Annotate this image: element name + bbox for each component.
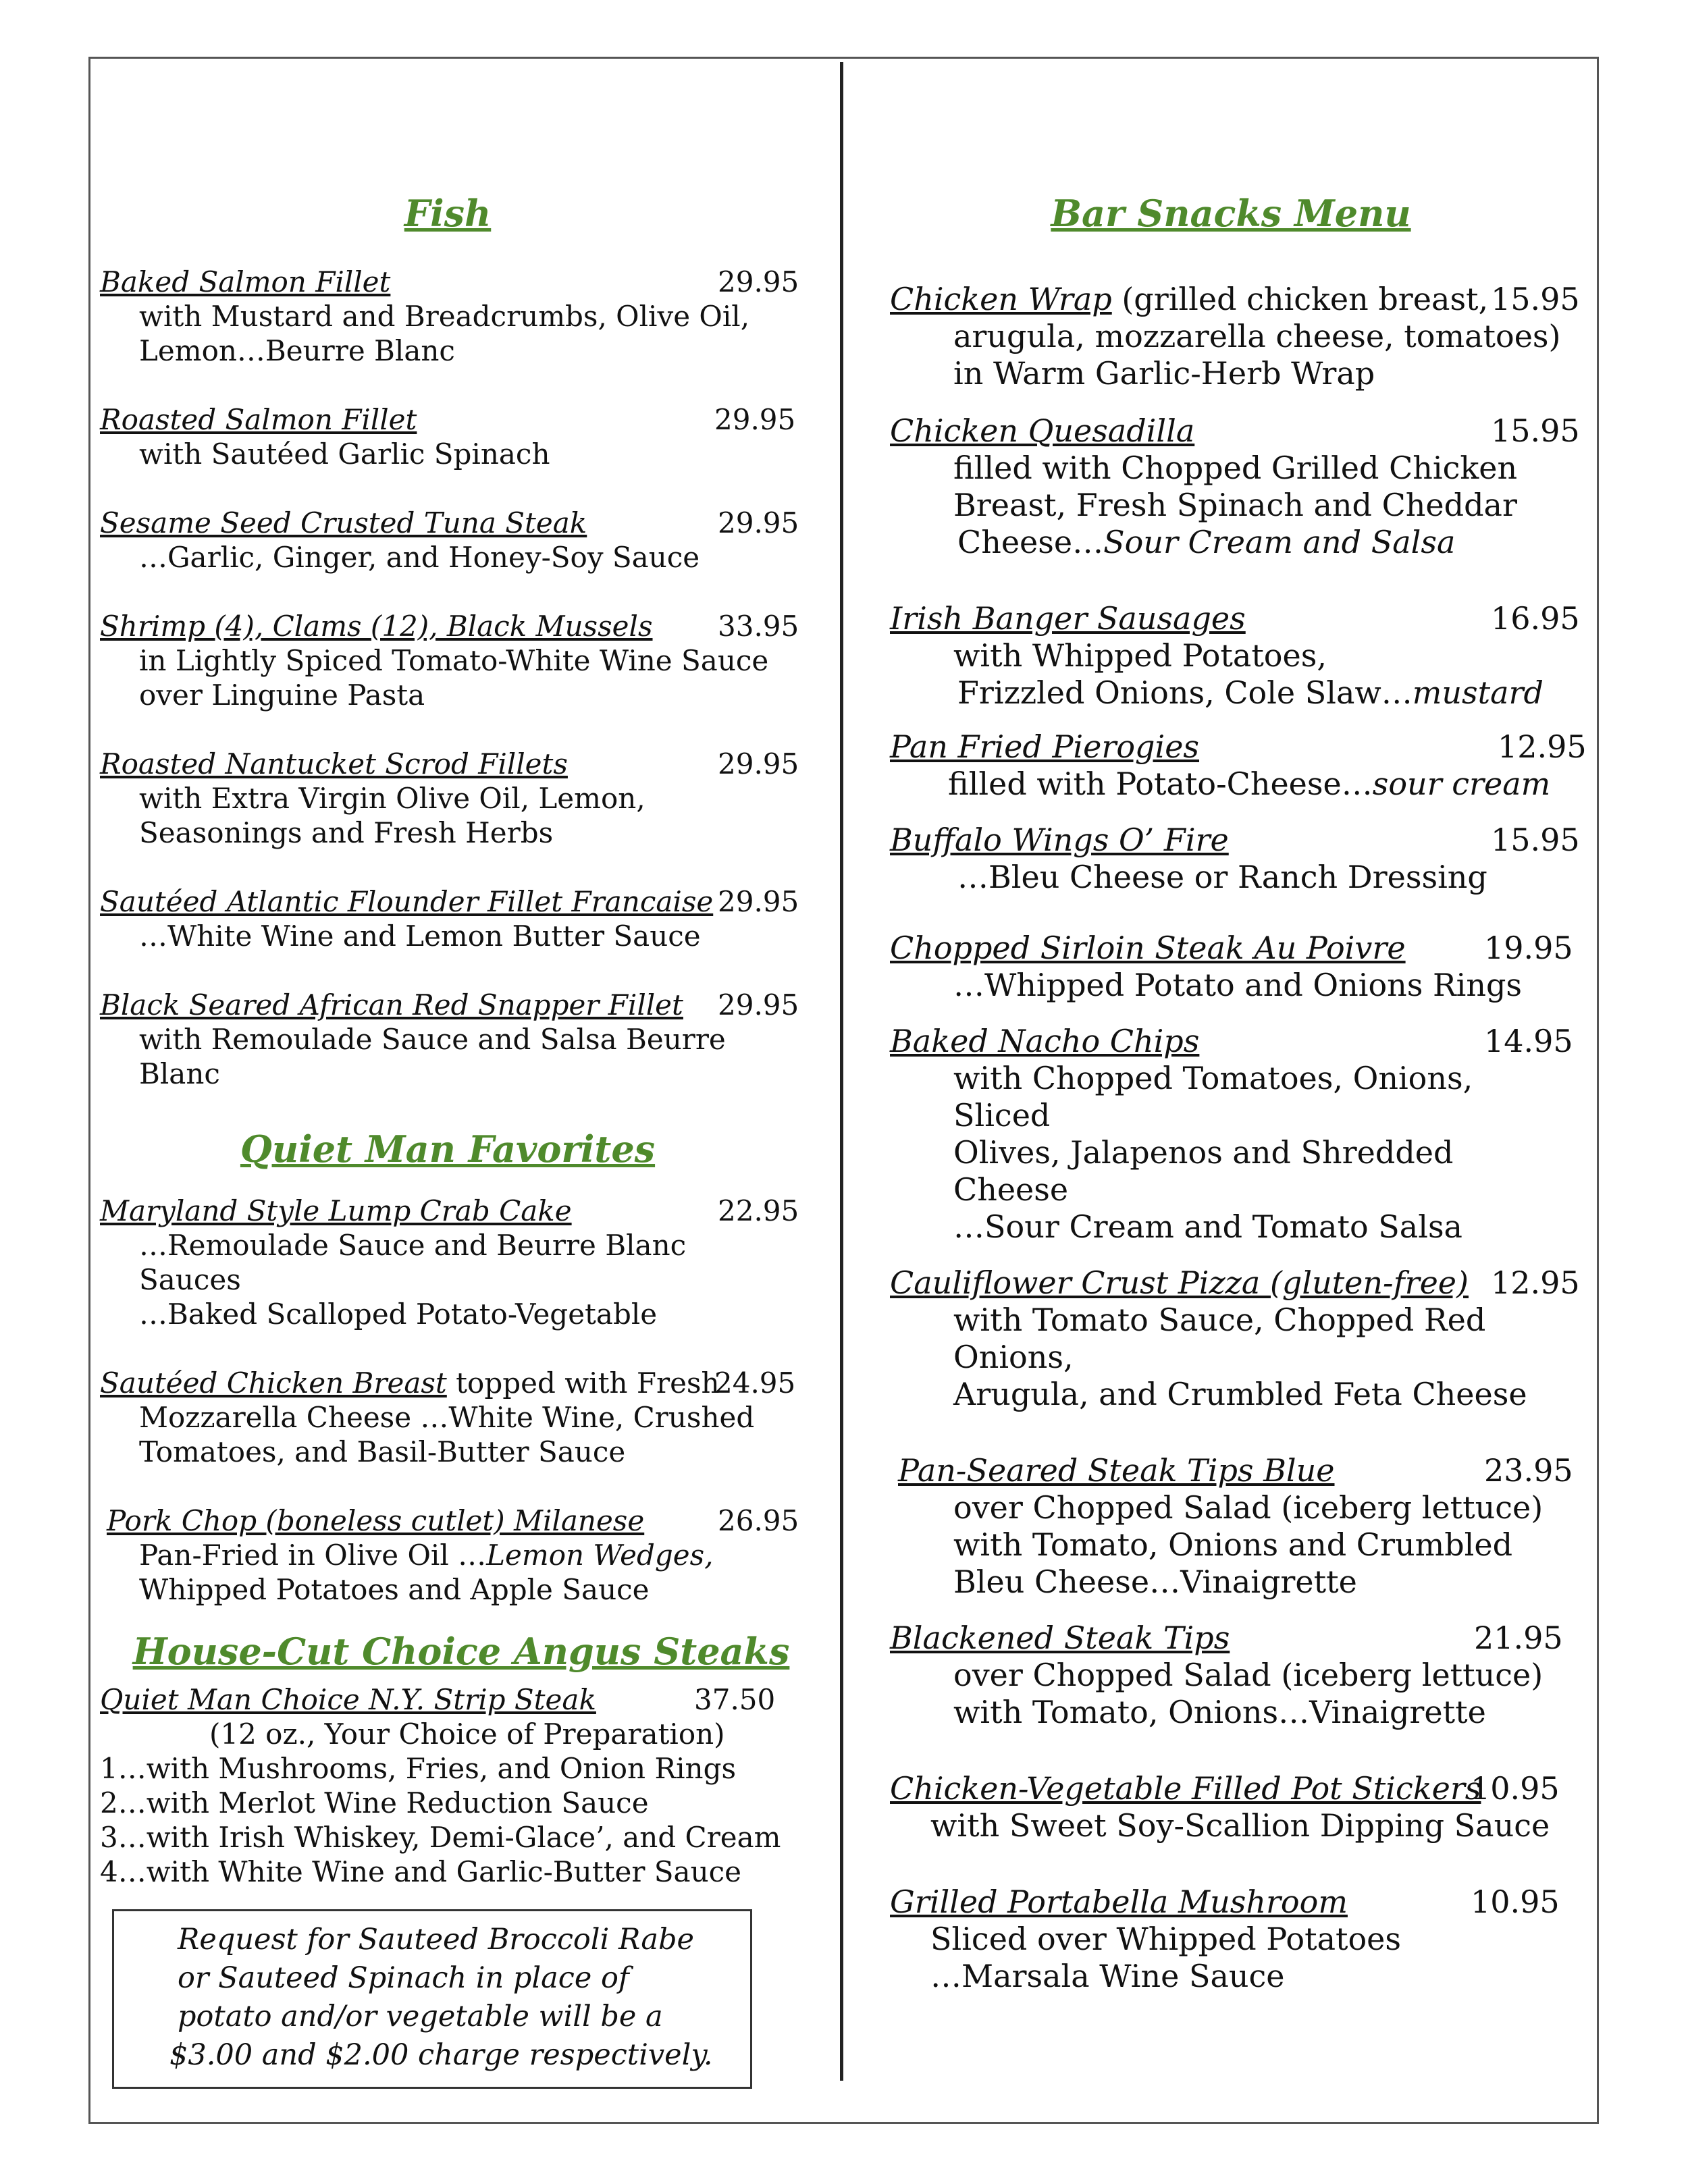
- item-name: Buffalo Wings O’ Fire: [890, 822, 1229, 858]
- note-line: $3.00 and $2.00 charge respectively.: [169, 2038, 713, 2072]
- item-desc: Sliced over Whipped Potatoes: [930, 1921, 1402, 1957]
- menu-item: [890, 281, 1580, 392]
- item-desc: Tomatoes, and Basil-Butter Sauce: [139, 1435, 626, 1468]
- menu-item: [100, 884, 799, 953]
- item-name: Maryland Style Lump Crab Cake: [100, 1194, 572, 1227]
- item-name: Irish Banger Sausages: [890, 600, 1246, 637]
- item-name: Pork Chop (boneless cutlet) Milanese: [107, 1504, 645, 1537]
- item-desc: with Extra Virgin Olive Oil, Lemon,: [139, 782, 645, 815]
- item-name: Cauliflower Crust Pizza (gluten-free): [890, 1264, 1469, 1301]
- menu-item: [100, 402, 795, 471]
- item-desc: in Warm Garlic-Herb Wrap: [953, 355, 1375, 392]
- menu-item: [100, 506, 799, 575]
- note-line: or Sauteed Spinach in place of: [178, 1961, 629, 1995]
- item-name: Pan-Seared Steak Tips Blue: [898, 1452, 1335, 1489]
- menu-item: [100, 1503, 799, 1607]
- item-name: Chicken Quesadilla: [890, 412, 1195, 449]
- bar-snacks-heading: Bar Snacks Menu: [1051, 192, 1411, 235]
- item-name: Chicken Wrap: [890, 281, 1112, 317]
- item-price: 10.95: [1471, 1884, 1560, 1920]
- column-divider: [840, 62, 843, 2081]
- item-name: Chicken-Vegetable Filled Pot Stickers: [890, 1770, 1481, 1807]
- item-desc: with Tomato, Onions…Vinaigrette: [953, 1694, 1486, 1730]
- item-desc: over Linguine Pasta: [139, 678, 425, 712]
- item-name: Roasted Salmon Fillet: [100, 403, 417, 436]
- item-price: 23.95: [1484, 1452, 1573, 1489]
- item-name: Black Seared African Red Snapper Fillet: [100, 988, 683, 1021]
- item-price: 22.95: [718, 1194, 799, 1227]
- item-desc: …Sour Cream and Tomato Salsa: [953, 1208, 1462, 1245]
- menu-item: [100, 747, 799, 850]
- item-desc-italic: Lemon Wedges,: [486, 1539, 714, 1572]
- item-desc-italic: sour cream: [1372, 766, 1551, 802]
- item-desc: …Bleu Cheese or Ranch Dressing: [957, 859, 1487, 895]
- menu-item: [890, 600, 1580, 712]
- item-desc: Breast, Fresh Spinach and Cheddar: [953, 487, 1517, 523]
- item-name: Grilled Portabella Mushroom: [890, 1884, 1348, 1920]
- item-desc-italic: mustard: [1412, 674, 1544, 711]
- item-desc: Bleu Cheese…Vinaigrette: [953, 1564, 1357, 1600]
- item-desc: [890, 766, 1572, 803]
- item-desc-italic: Sour Cream and Salsa: [1103, 524, 1456, 560]
- item-desc: over Chopped Salad (iceberg lettuce): [953, 1657, 1544, 1693]
- fish-heading: Fish: [404, 192, 492, 235]
- item-desc: with Tomato Sauce, Chopped Red Onions,: [953, 1302, 1486, 1375]
- menu-item: [100, 1366, 795, 1469]
- item-price: 14.95: [1484, 1023, 1573, 1059]
- item-price: 21.95: [1474, 1620, 1563, 1656]
- item-desc: with Sautéed Garlic Spinach: [139, 437, 550, 471]
- item-desc: Whipped Potatoes and Apple Sauce: [139, 1573, 650, 1606]
- menu-item: [100, 609, 799, 712]
- menu-item: [100, 988, 799, 1091]
- item-name: Baked Nacho Chips: [890, 1023, 1200, 1059]
- item-desc: …Remoulade Sauce and Beurre Blanc Sauces: [139, 1229, 687, 1296]
- steak-option: 4…with White Wine and Garlic-Butter Sauce: [100, 1855, 742, 1888]
- item-name: Pan Fried Pierogies: [890, 728, 1200, 765]
- note-line: potato and/or vegetable will be a: [178, 2000, 663, 2033]
- item-desc: [890, 674, 1572, 712]
- item-name: Shrimp (4), Clams (12), Black Mussels: [100, 610, 653, 643]
- item-desc: with Remoulade Sauce and Salsa Beurre Blanc: [139, 1023, 726, 1090]
- menu-item: [890, 1884, 1572, 1995]
- item-desc: …White Wine and Lemon Butter Sauce: [139, 920, 701, 953]
- item-name: Chopped Sirloin Steak Au Poivre: [890, 930, 1406, 966]
- menu-item: [890, 1620, 1572, 1731]
- menu-item: [100, 1682, 795, 1889]
- item-desc-text: filled with Potato-Cheese…: [948, 766, 1373, 802]
- item-price: 15.95: [1491, 822, 1580, 858]
- item-price: 37.50: [694, 1683, 776, 1716]
- item-subtitle: (12 oz., Your Choice of Preparation): [209, 1717, 725, 1751]
- menu-item: [890, 822, 1580, 896]
- note-line: Request for Sauteed Broccoli Rabe: [178, 1923, 694, 1956]
- item-price: 15.95: [1491, 281, 1580, 317]
- item-desc: Lemon…Beurre Blanc: [139, 334, 455, 367]
- menu-item: [890, 728, 1587, 803]
- item-desc: filled with Chopped Grilled Chicken: [953, 450, 1518, 486]
- item-desc: Olives, Jalapenos and Shredded Cheese: [953, 1134, 1454, 1208]
- item-price: 29.95: [718, 506, 799, 539]
- item-price: 29.95: [714, 403, 796, 436]
- item-price: 19.95: [1484, 930, 1573, 966]
- item-name: Baked Salmon Fillet: [100, 265, 391, 298]
- item-desc: …Whipped Potato and Onions Rings: [953, 967, 1523, 1003]
- item-desc: …Baked Scalloped Potato-Vegetable: [139, 1298, 658, 1331]
- menu-item: [890, 412, 1580, 561]
- item-price: 16.95: [1491, 600, 1580, 637]
- right-column: [890, 189, 1587, 1995]
- menu-item: [890, 1264, 1580, 1413]
- item-name: Sautéed Atlantic Flounder Fillet Francaise: [100, 885, 714, 918]
- item-desc: …Marsala Wine Sauce: [930, 1958, 1285, 1994]
- item-desc: with Tomato, Onions and Crumbled: [953, 1526, 1513, 1563]
- steak-option: 2…with Merlot Wine Reduction Sauce: [100, 1786, 649, 1819]
- item-name: Roasted Nantucket Scrod Fillets: [100, 747, 568, 780]
- item-desc: …Garlic, Ginger, and Honey-Soy Sauce: [139, 541, 700, 574]
- steaks-heading: House-Cut Choice Angus Steaks: [132, 1630, 790, 1673]
- steak-option: 1…with Mushrooms, Fries, and Onion Rings: [100, 1752, 737, 1785]
- item-price: 26.95: [718, 1504, 799, 1537]
- item-price: 29.95: [718, 265, 799, 298]
- menu-item: [890, 1770, 1572, 1844]
- item-desc: with Mustard and Breadcrumbs, Olive Oil,: [139, 300, 750, 333]
- item-price: 12.95: [1491, 1264, 1580, 1301]
- item-name-suffix: (grilled chicken breast,: [1111, 281, 1489, 317]
- item-price: 33.95: [718, 610, 799, 643]
- menu-item: [100, 265, 799, 368]
- item-price: 24.95: [714, 1366, 796, 1400]
- item-desc: [100, 1538, 795, 1572]
- item-desc: with Whipped Potatoes,: [953, 637, 1327, 674]
- menu-item: [100, 1194, 799, 1331]
- item-name: Blackened Steak Tips: [890, 1620, 1230, 1656]
- item-desc: Seasonings and Fresh Herbs: [139, 816, 554, 849]
- item-desc: arugula, mozzarella cheese, tomatoes): [953, 318, 1561, 354]
- item-price: 15.95: [1491, 412, 1580, 449]
- steak-option: 3…with Irish Whiskey, Demi-Glace’, and Cream: [100, 1821, 781, 1854]
- menu-item: [890, 1452, 1572, 1601]
- item-price: 12.95: [1498, 728, 1587, 765]
- item-price: 10.95: [1471, 1770, 1560, 1807]
- item-price: 29.95: [718, 988, 799, 1021]
- item-name: Quiet Man Choice N.Y. Strip Steak: [100, 1683, 596, 1716]
- item-desc: with Sweet Soy-Scallion Dipping Sauce: [930, 1807, 1550, 1844]
- item-desc: Mozzarella Cheese …White Wine, Crushed: [139, 1401, 755, 1434]
- item-name-suffix: topped with Fresh: [446, 1366, 720, 1400]
- substitution-note: [112, 1909, 752, 2089]
- item-desc-text: Frizzled Onions, Cole Slaw…: [957, 674, 1413, 711]
- item-desc-text: Pan-Fried in Olive Oil …: [139, 1539, 487, 1572]
- item-name: Sesame Seed Crusted Tuna Steak: [100, 506, 587, 539]
- item-desc: [890, 524, 1572, 561]
- menu-item: [890, 1023, 1572, 1246]
- item-desc: Arugula, and Crumbled Feta Cheese: [953, 1376, 1527, 1412]
- item-desc: with Chopped Tomatoes, Onions, Sliced: [953, 1060, 1473, 1134]
- item-price: 29.95: [718, 885, 799, 918]
- item-price: 29.95: [718, 747, 799, 780]
- menu-item: [890, 930, 1572, 1004]
- item-desc: over Chopped Salad (iceberg lettuce): [953, 1489, 1544, 1526]
- item-desc: in Lightly Spiced Tomato-White Wine Sauce: [139, 644, 769, 677]
- left-column: [100, 189, 799, 1889]
- item-desc-text: Cheese…: [957, 524, 1104, 560]
- favorites-heading: Quiet Man Favorites: [240, 1127, 656, 1171]
- item-name: Sautéed Chicken Breast: [100, 1366, 447, 1400]
